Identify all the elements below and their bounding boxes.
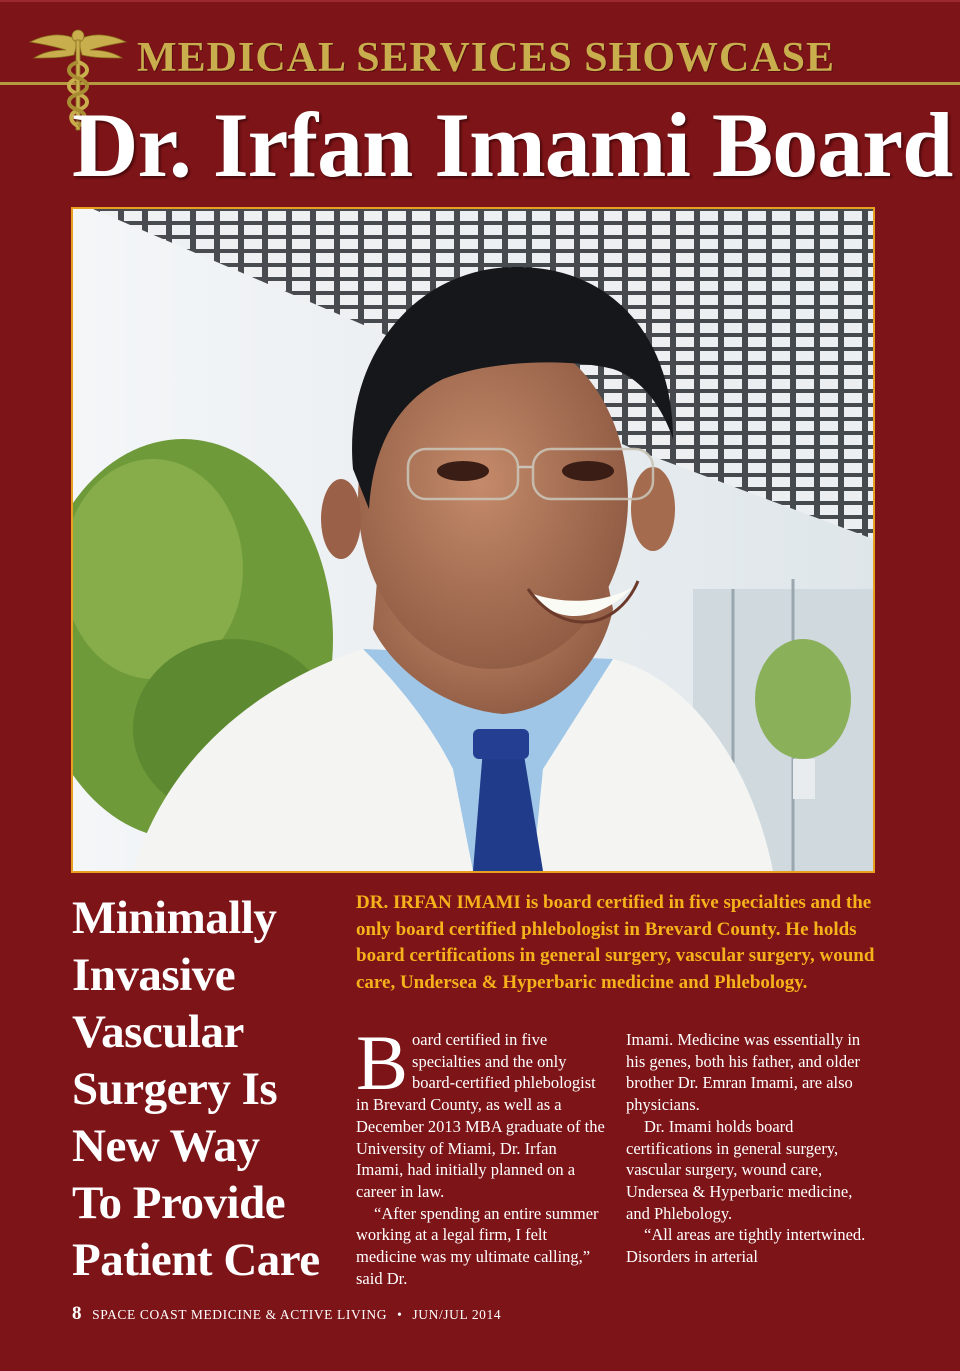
body-text: oard certified in five specialties and the only board-certified phlebologist in Brevard County, as well as a December 2013 MBA graduate of the University of Miami, Dr. Irfan Imami, had initially planned on a career in law. xyxy=(356,1030,605,1201)
subhead-line: To Provide xyxy=(72,1177,286,1229)
section-title: MEDICAL SERVICES SHOWCASE xyxy=(137,35,836,81)
body-column-2 xyxy=(626,1029,876,1268)
body-paragraph: Dr. Imami holds board certifications in general surgery, vascular surgery, wound care, Undersea & Hyperbaric medicine, and Phlebology. xyxy=(626,1116,853,1223)
header-rule xyxy=(0,82,960,85)
body-paragraph: “After spending an entire summer working at a legal firm, I felt medicine was my ultimate calling,” said Dr. xyxy=(356,1203,599,1288)
subhead-line: Invasive xyxy=(72,949,236,1001)
drop-cap: B xyxy=(356,1019,409,1106)
subhead-line: Minimally xyxy=(72,892,277,944)
page-headline: Dr. Irfan Imami Board xyxy=(72,94,953,196)
subhead-line: New Way xyxy=(72,1120,260,1172)
subheadline xyxy=(72,890,342,1289)
footer-separator: • xyxy=(397,1307,403,1322)
subhead-line: Vascular xyxy=(72,1006,244,1058)
page-footer xyxy=(72,1303,501,1325)
top-edge xyxy=(0,0,960,2)
intro-text: is board certified in five specialties and the only board certified phlebologist in Brevard County. He holds board certifications in general surgery, vascular surgery, wound care, Undersea & Hyperbaric medicine and Phlebology. xyxy=(356,892,875,993)
subhead-line: Patient Care xyxy=(72,1234,320,1286)
body-paragraph xyxy=(356,1019,606,1203)
body-column-1 xyxy=(356,1019,606,1289)
subhead-line: Surgery Is xyxy=(72,1063,278,1115)
page-number: 8 xyxy=(72,1303,83,1324)
portrait-photo xyxy=(71,207,875,873)
portrait-illustration xyxy=(73,209,873,871)
body-paragraph: Imami. Medicine was essentially in his genes, both his father, and older brother Dr. Emran Imami, are also physicians. xyxy=(626,1030,861,1115)
issue-date: JUN/JUL 2014 xyxy=(412,1307,502,1322)
intro-paragraph xyxy=(356,890,886,996)
intro-lead-name: DR. IRFAN IMAMI xyxy=(356,892,521,913)
body-paragraph: “All areas are tightly intertwined. Disorders in arterial xyxy=(626,1225,866,1267)
publication-name: SPACE COAST MEDICINE & ACTIVE LIVING xyxy=(92,1307,388,1322)
